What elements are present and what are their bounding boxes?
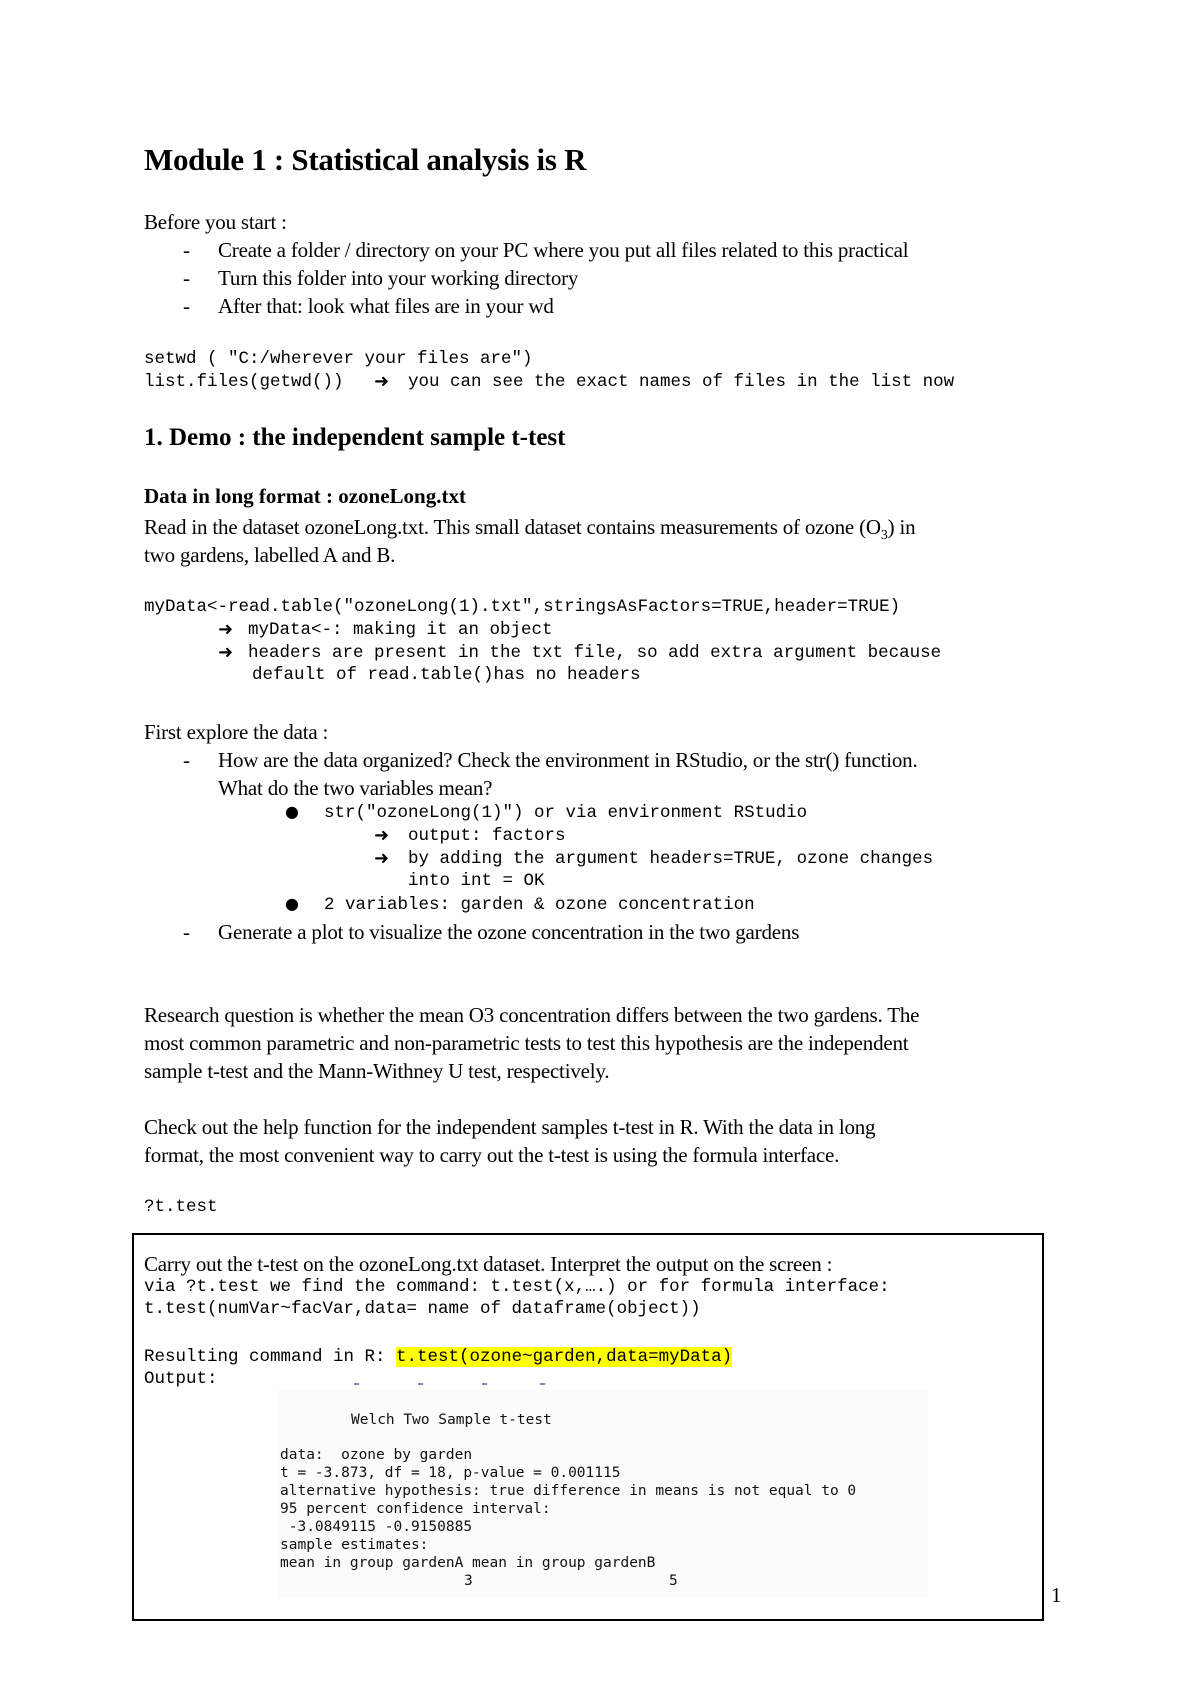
- output-value: 5: [669, 1573, 678, 1589]
- output-line: t = -3.873, df = 18, p-value = 0.001115: [280, 1465, 621, 1481]
- code-read-table: myData<-read.table("ozoneLong(1).txt",stringsAsFactors=TRUE,header=TRUE): [144, 597, 901, 617]
- box-code-line: t.test(numVar~facVar,data= name of dataframe(object)): [144, 1299, 701, 1319]
- bullet-icon: ●: [285, 894, 299, 913]
- code-listfiles: list.files(getwd()): [144, 372, 344, 392]
- page-number: 1: [1051, 1583, 1062, 1607]
- output-title: Welch Two Sample t-test: [351, 1412, 552, 1428]
- code-setwd: setwd ( "C:/wherever your files are"): [144, 349, 533, 369]
- code-note: myData<-: making it an object: [248, 620, 553, 640]
- output-line: 95 percent confidence interval:: [280, 1501, 551, 1517]
- code-note: default of read.table()has no headers: [252, 665, 641, 685]
- code-help: ?t.test: [144, 1197, 218, 1217]
- read-paragraph-line: two gardens, labelled A and B.: [144, 543, 396, 567]
- code-listfiles-note: you can see the exact names of files in the list now: [408, 372, 955, 392]
- help-paragraph-line: format, the most convenient way to carry out the t-test is using the formula interface.: [144, 1143, 840, 1167]
- explore-text: First explore the data :: [144, 720, 329, 744]
- arrow-right-icon: ➜: [374, 371, 390, 392]
- code-bullet: str("ozoneLong(1)") or via environment RStudio: [324, 803, 808, 823]
- section-heading: 1. Demo : the independent sample t-test: [144, 424, 566, 451]
- box-instruction: Carry out the t-test on the ozoneLong.txt dataset. Interpret the output on the screen :: [144, 1252, 833, 1276]
- help-paragraph-line: Check out the help function for the independent samples t-test in R. With the data in long: [144, 1115, 876, 1139]
- output-line: -3.0849115 -0.9150885: [280, 1519, 473, 1535]
- document-page: Module 1 : Statistical analysis is R Before you start : - Create a folder / directory on your PC where you put all files related to this practical - Turn this folder into your working directory - After that: look what files are in your wd setwd ( "C:/wherever your files are") list.files(getwd()) ➜ you can see the exact names of files in the list now 1. Demo : the independent sample t-test Data in long format : ozoneLong.txt Read in the dataset ozoneLong.txt. This small dataset contains measurements of ozone $(O_3)$ in two gardens, labelled A and B. myData<-read.table("ozoneLong(1).txt",stringsAsFactors=TRUE,header=TRUE) ➜ myData<-: making it an object ➜ headers are present in the txt file, so add extra argument because default of read.table()has no headers First explore the data : - How are the data organized? Check the environment in RStudio, or the str() function. What do the two variables mean? ● str("ozoneLong(1)") or via environment RStudio ➜ output: factors ➜ by adding the argument headers=TRUE, ozone changes into int = OK ● 2 variables: garden & ozone concentration - Generate a plot to visualize the ozone concentration in the two gardens Research question is whether the mean O3 concentration differs between the two gardens. The most common parametric and non-parametric tests to test this hypothesis are the independent sample t-test and the Mann-Withney U test, respectively. Check out the help function for the independent samples t-test in R. With the data in long format, the most convenient way to carry out the t-test is using the formula interface. ?t.test Carry out the t-test on the ozoneLong.txt dataset. Interpret the output on the screen : via ?t.test we find the command: t.test(x,….) or for formula interface: t.test(numVar~facVar,data= name of dataframe(object)) Resulting command in R: t.test(ozone~garden,data=myData) Output: Welch Two Sample t-test data: ozone by garden t = -3.873, df = 18, p-value = 0.001115 alternative hypothesis: true difference in means is not equal to 0 95 percent confidence interval: -3.0849115 -0.9150885 sample estimates: mean in group gardenA mean in group gardenB 3 5 1: [0, 0, 1200, 1698]
- bullet-icon: ●: [285, 802, 299, 821]
- code-note: headers are present in the txt file, so add extra argument because: [248, 643, 942, 663]
- box-code-line: via ?t.test we find the command: t.test(x,….) or for formula interface:: [144, 1277, 890, 1297]
- page-title: Module 1 : Statistical analysis is R: [144, 142, 587, 177]
- before-start-text: Before you start :: [144, 210, 287, 234]
- highlighted-command: t.test(ozone~garden,data=myData): [396, 1347, 733, 1367]
- output-line: mean in group gardenA mean in group gardenB: [280, 1555, 656, 1571]
- arrow-right-icon: ➜: [218, 642, 234, 663]
- arrow-right-icon: ➜: [374, 825, 390, 846]
- output-line: sample estimates:: [280, 1537, 429, 1553]
- code-note: by adding the argument headers=TRUE, ozone changes: [408, 849, 934, 869]
- output-value: 3: [464, 1573, 473, 1589]
- arrow-right-icon: ➜: [374, 848, 390, 869]
- output-label: Output:: [144, 1369, 218, 1389]
- output-line: data: ozone by garden: [280, 1447, 473, 1463]
- arrow-right-icon: ➜: [218, 619, 234, 640]
- read-paragraph-line: Read in the dataset ozoneLong.txt. This small dataset contains measurements of ozone $(O_3)$ in: [144, 515, 916, 544]
- subsection-heading: Data in long format : ozoneLong.txt: [144, 484, 466, 508]
- code-note: output: factors: [408, 826, 566, 846]
- research-paragraph-line: Research question is whether the mean O3 concentration differs between the two gardens. The: [144, 1003, 920, 1027]
- resulting-command: Resulting command in R: t.test(ozone~garden,data=myData): [144, 1347, 733, 1367]
- research-paragraph-line: most common parametric and non-parametric tests to test this hypothesis are the independent: [144, 1031, 909, 1055]
- r-output-screenshot: [278, 1390, 928, 1597]
- list-item-continuation: What do the two variables mean?: [218, 776, 493, 800]
- research-paragraph-line: sample t-test and the Mann-Withney U test, respectively.: [144, 1059, 610, 1083]
- screenshot-edge: [278, 1383, 928, 1386]
- code-bullet: 2 variables: garden & ozone concentration: [324, 895, 755, 915]
- output-line: alternative hypothesis: true difference in means is not equal to 0: [280, 1483, 857, 1499]
- code-note: into int = OK: [408, 871, 545, 891]
